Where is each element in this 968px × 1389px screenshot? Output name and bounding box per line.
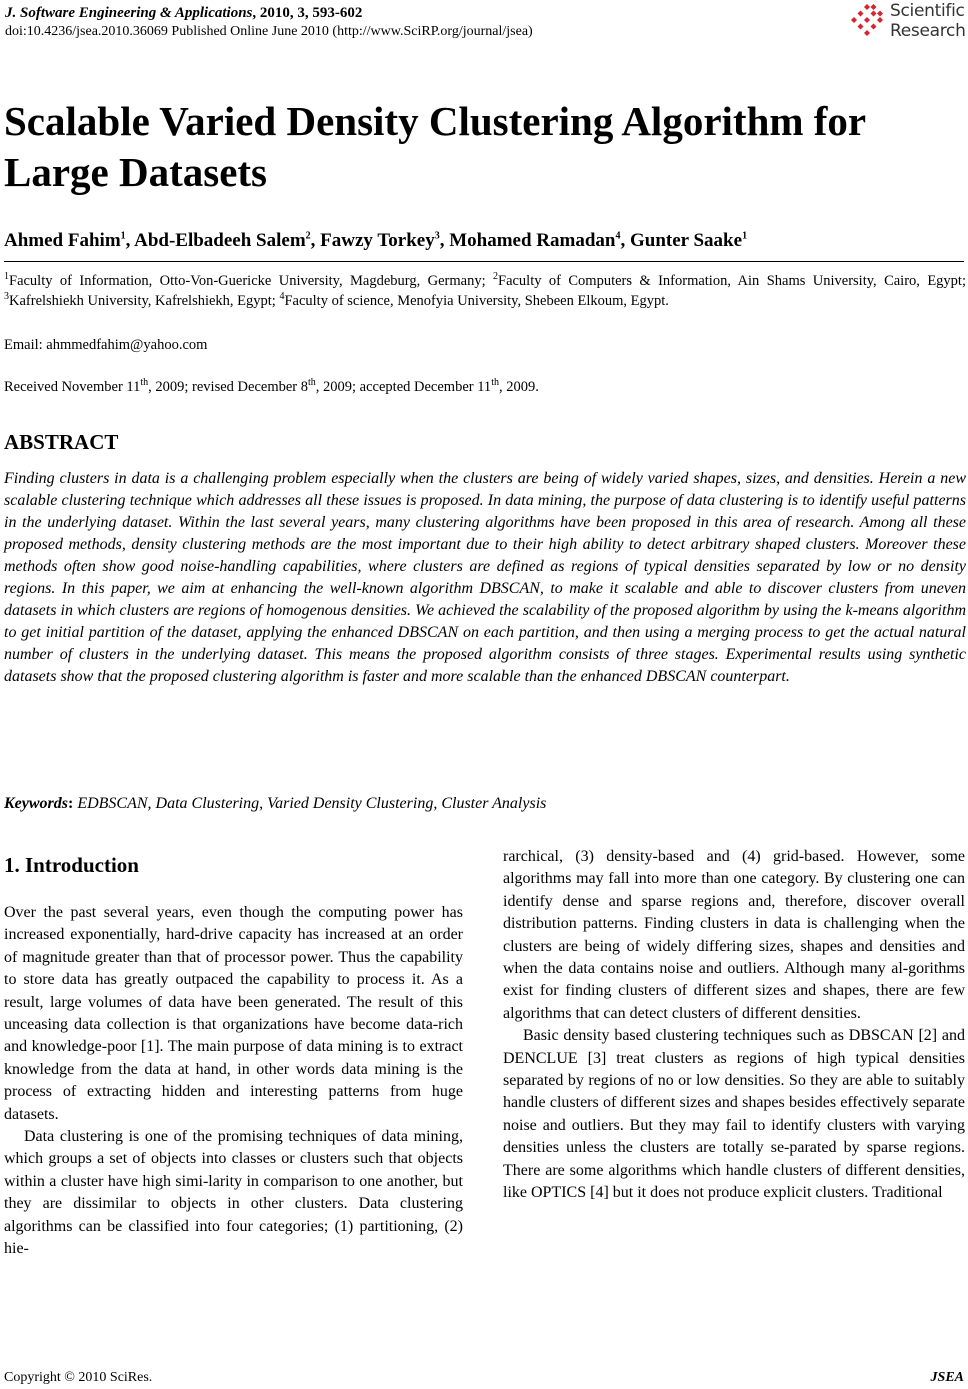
body-column-left: [4, 902, 463, 1261]
author: Ahmed Fahim$^1$: [4, 230, 126, 251]
author: Gunter Saake$^1$: [629, 230, 748, 251]
journal-volume: , 2010, 3, 593-602: [252, 5, 363, 21]
journal-title: J. Software Engineering & Applications: [5, 5, 253, 21]
keywords-list: EDBSCAN, Data Clustering, Varied Density Clustering, Cluster Analysis: [77, 795, 547, 812]
paragraph: Data clustering is one of the promising techniques of data mining, which groups a set of objects into classes or clusters such that objects within a cluster have high simi-larity in comparison to one another, but they are dissimilar to objects in other clusters. Data clustering algorithms can be classified into four categories; (1) partitioning, (2) hie-: [4, 1128, 463, 1258]
author: Mohamed Ramadan$^4$: [449, 230, 621, 251]
logo-diamond: [871, 4, 877, 10]
logo-diamond: [851, 17, 857, 23]
logo-diamond: [864, 17, 870, 23]
paragraph: Over the past several years, even though the computing power has increased exponentially, hard-drive capacity has increased at an order of magnitude greater than that of processor power. Thus the capability to store data has greatly outpaced the capability to process it. As a result, large volumes of data have been generated. The result of this unceasing data collection is that organizations have become data-rich and knowledge-poor [1]. The main purpose of data mining is to extract knowledge from the data at hand, in other words data mining is the process of extracting hidden and interesting patterns from huge datasets.: [4, 904, 463, 1123]
doi-line: doi:10.4236/jsea.2010.36069 Published Online June 2010 (http://www.SciRP.org/journal/jsea): [5, 24, 533, 39]
author: Abd-Elbadeeh Salem$^2$: [134, 230, 311, 251]
affiliations: $^1$Faculty of Information, Otto-Von-Guericke University, Magdeburg, Germany; $^2$Faculty of Computers & Information, Ain Shams University, Cairo, Egypt; $^3$Kafrelshiekh University, Kafrelshiekh, Egypt; $^4$Faculty of science, Menofyia University, Shebeen Elkoum, Egypt.: [4, 271, 966, 309]
keywords-label: Keywords: [4, 795, 68, 812]
title-divider: [4, 261, 964, 262]
affiliation: Kafrelshiekh University, Kafrelshiekh, Egypt;: [9, 293, 280, 309]
abstract-heading: ABSTRACT: [4, 430, 119, 454]
logo-diamond: [877, 17, 883, 23]
publisher-logo-text: [890, 1, 966, 41]
author-email: Email: ahmmedfahim@yahoo.com: [4, 337, 208, 353]
logo-diamond: [858, 11, 864, 17]
logo-diamond: [877, 11, 883, 17]
affiliation: Faculty of science, Menofyia University, Shebeen Elkoum, Egypt.: [284, 293, 669, 309]
keywords: Keywords: EDBSCAN, Data Clustering, Varied Density Clustering, Cluster Analysis: [4, 795, 547, 812]
logo-diamond: [871, 24, 877, 30]
publisher-logo: [850, 0, 968, 44]
affiliation: Faculty of Information, Otto-Von-Guericke University, Magdeburg, Germany;: [9, 273, 493, 289]
paragraph: rarchical, (3) density-based and (4) grid-based. However, some algorithms may fall into more than one category. By clustering one can identify dense and sparse regions and, therefore, discover overall distribution patterns. Finding clusters in data is challenging when the clusters are being of widely differing sizes, shapes and densities and when the data contains noise and outliers. Although many al-gorithms exist for finding clusters of different sizes and shapes, there are few algorithms that can detect clusters of different densities.: [503, 848, 965, 1022]
scientific-research-logo-icon: [850, 3, 886, 39]
paragraph: Basic density based clustering techniques such as DBSCAN [2] and DENCLUE [3] treat clusters as regions of high typical densities separated by regions of no or low densities. So they are able to suitably handle clusters of different sizes and shapes besides effectively separate noise and outliers. But they may fail to identify clusters with varying densities unless the clusters are totally se-parated by sparse regions. There are some algorithms which handle clusters of different densities, like OPTICS [4] but it does not produce explicit clusters. Traditional: [503, 1027, 965, 1202]
logo-line-1: Scientific: [890, 1, 965, 21]
logo-diamond: [858, 24, 864, 30]
received-dates: Received November 11th, 2009; revised December 8th, 2009; accepted December 11th, 2009.: [4, 377, 539, 395]
footer-copyright: Copyright © 2010 SciRes.: [4, 1370, 153, 1385]
logo-diamond: [864, 4, 870, 10]
abstract-text: Finding clusters in data is a challenging problem especially when the clusters are being of widely varied shapes, sizes, and densities. Herein a new scalable clustering technique which addresses all these issues is proposed. In data mining, the purpose of data clustering is to identify useful patterns in the underlying dataset. Within the last several years, many clustering algorithms have been proposed in this area of research. Among all these proposed methods, density clustering methods are the most important due to their high ability to detect arbitrary shaped clusters. Moreover these methods often show good noise-handling capabilities, where clusters are defined as regions of typical densities separated by low or no density regions. In this paper, we aim at enhancing the well-known algorithm DBSCAN, to make it scalable and able to discover clusters from uneven datasets in which clusters are regions of homogenous densities. We achieved the scalability of the proposed algorithm by using the k-means algorithm to get initial partition of the dataset, applying the enhanced DBSCAN on each partition, and then using a merging process to get the actual natural number of clusters in the underlying dataset. This means the proposed algorithm consists of three stages. Experimental results using synthetic datasets show that the proposed clustering algorithm is faster and more scalable than the enhanced DBSCAN counterpart.: [4, 470, 966, 685]
logo-diamond: [864, 30, 870, 36]
author-list: Ahmed Fahim$^1$, Abd-Elbadeeh Salem$^2$, Fawzy Torkey$^3$, Mohamed Ramadan$^4$, Gunter Saake$^1$: [4, 230, 748, 251]
paper-title: [4, 96, 964, 198]
title-line-1: Scalable Varied Density Clustering Algorithm for: [4, 98, 867, 144]
body-column-right: [503, 846, 965, 1205]
author: Fawzy Torkey$^3$: [320, 230, 440, 251]
logo-diamond: [871, 11, 877, 17]
logo-line-2: Research: [890, 21, 966, 41]
section-heading-introduction: 1. Introduction: [4, 853, 139, 877]
affiliation: Faculty of Computers & Information, Ain Shams University, Cairo, Egypt;: [498, 273, 966, 289]
journal-name: [5, 4, 362, 22]
title-line-2: Large Datasets: [4, 149, 268, 195]
footer-journal-abbr: JSEA: [930, 1370, 964, 1385]
